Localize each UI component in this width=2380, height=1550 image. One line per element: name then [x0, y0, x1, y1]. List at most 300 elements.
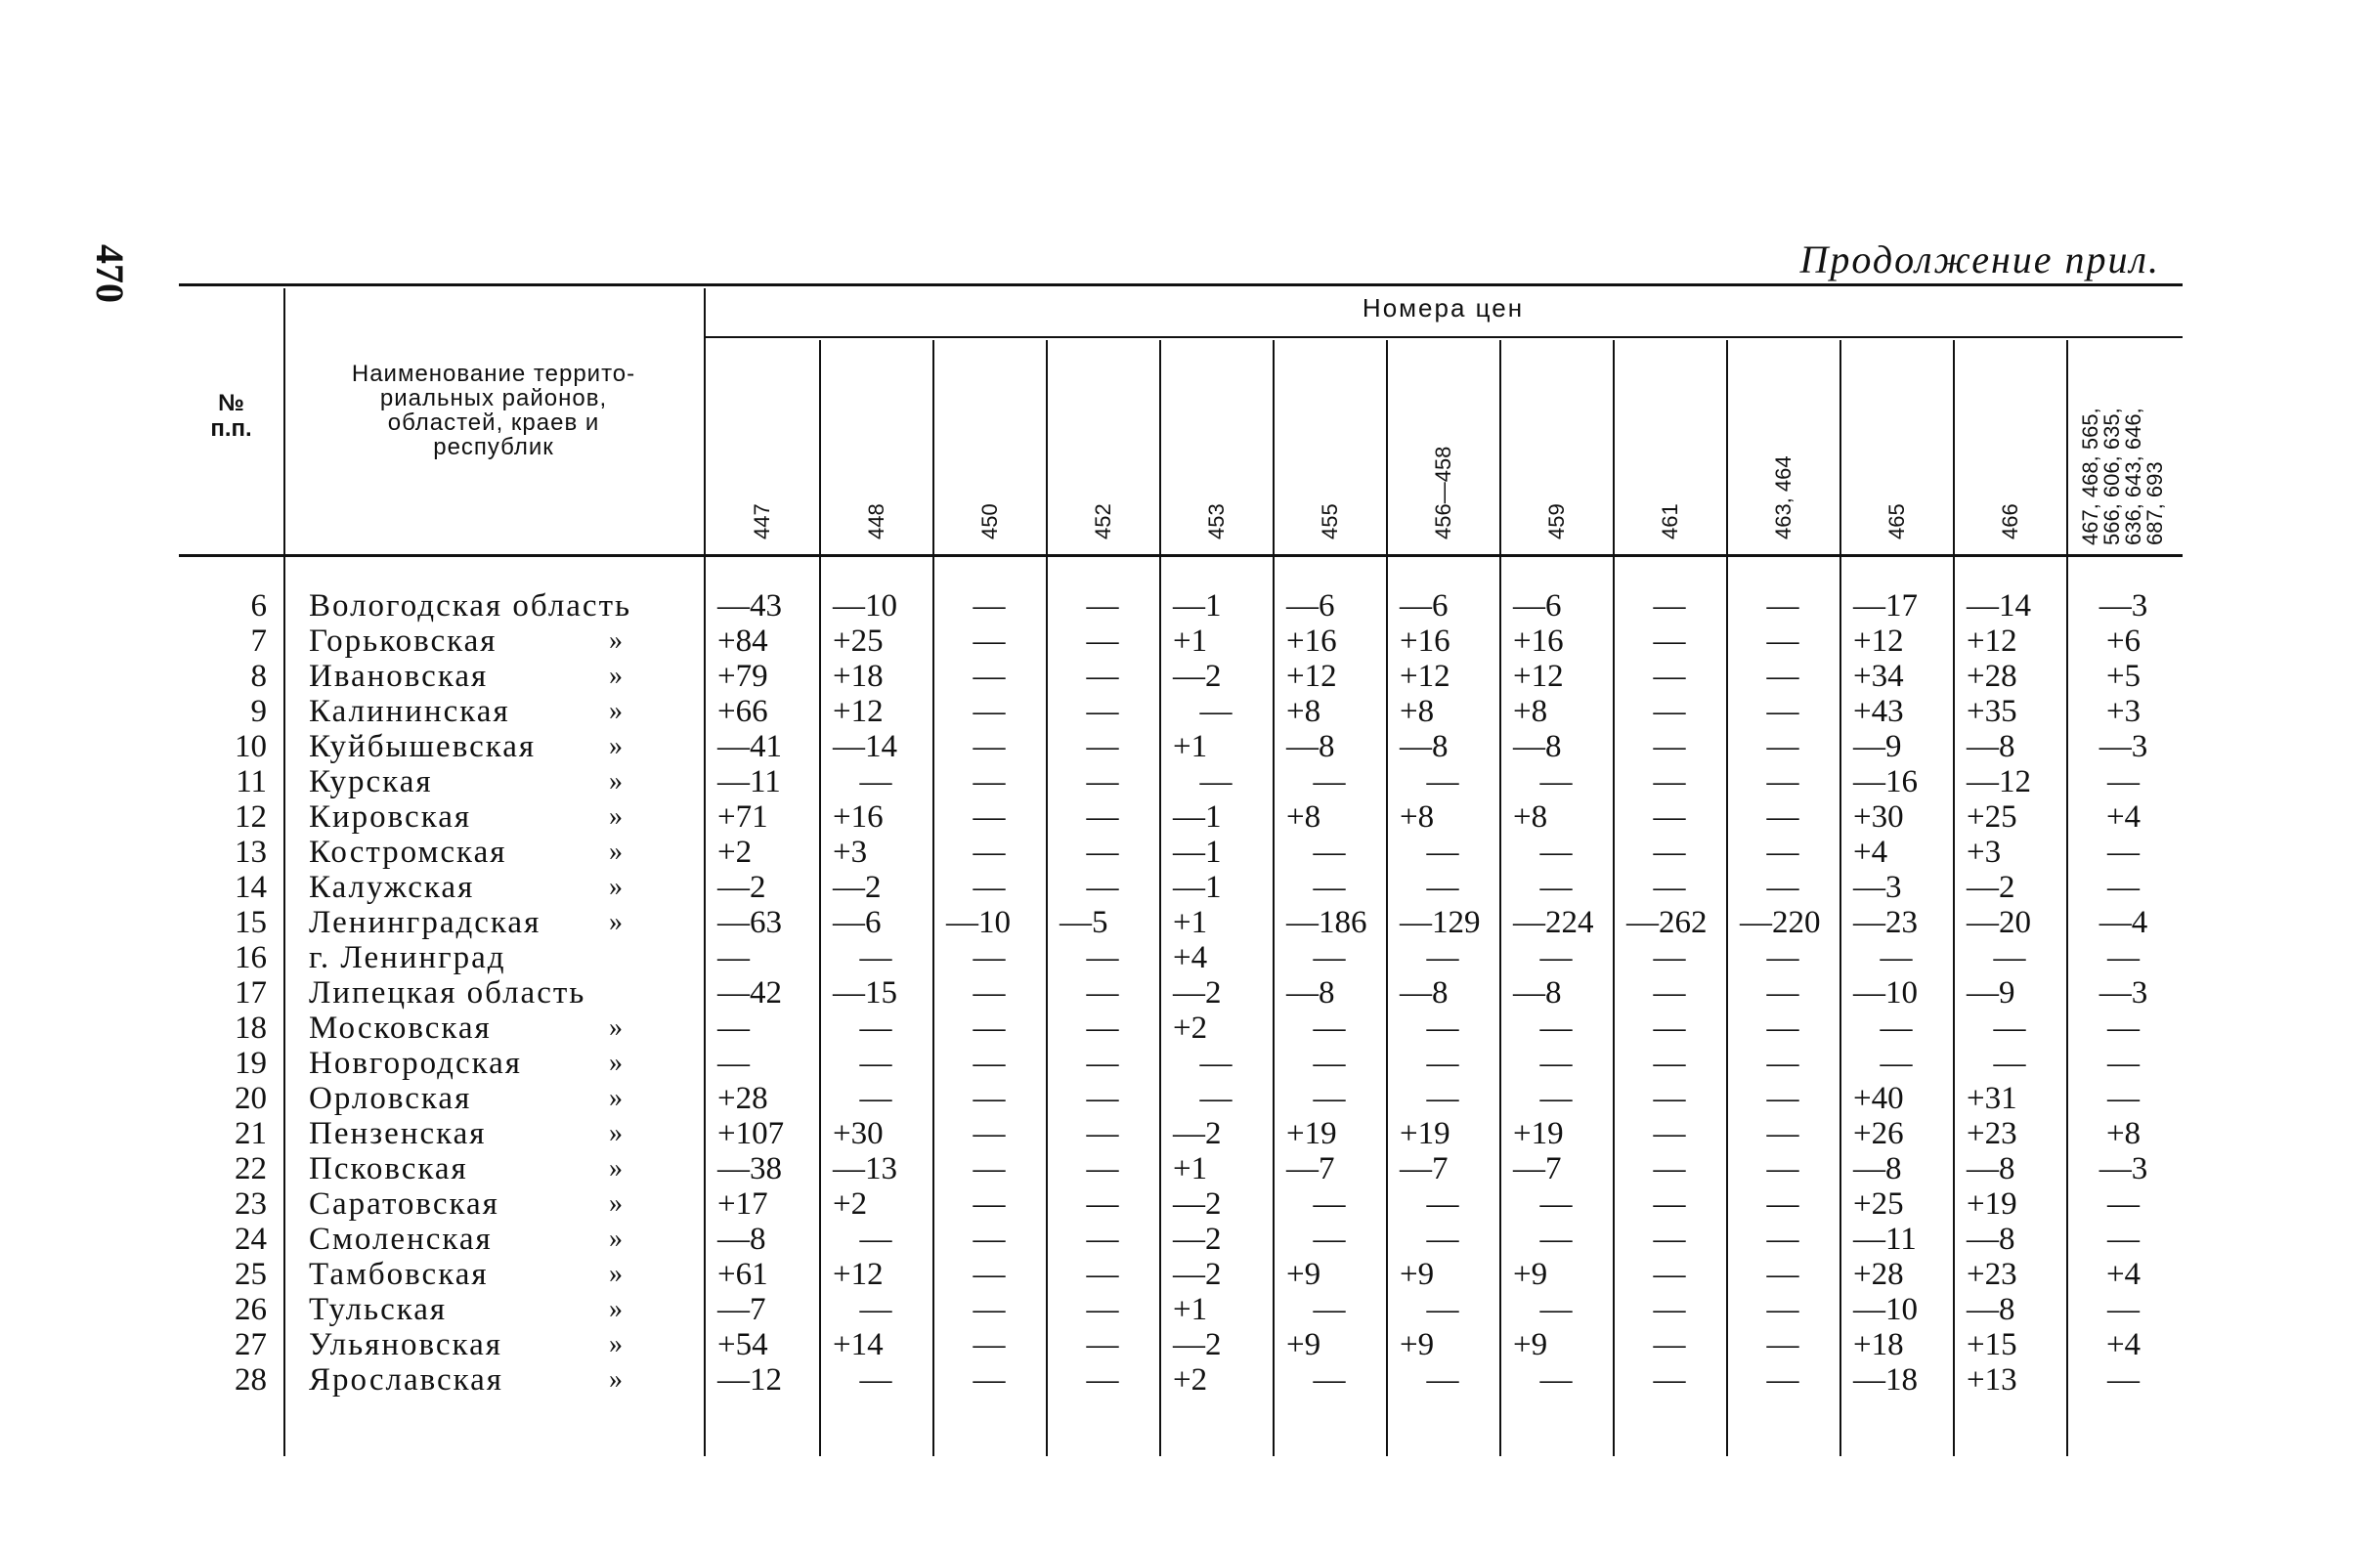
- header-price-numbers-group: Номера цен: [1362, 293, 1525, 323]
- table-row: [179, 1011, 2183, 1046]
- table-row: [179, 764, 2183, 799]
- row-number: 26: [235, 1292, 267, 1327]
- price-value: —: [1086, 1011, 1119, 1046]
- table-row: [179, 1046, 2183, 1081]
- price-value: —: [973, 1081, 1006, 1116]
- price-value: —: [1086, 624, 1119, 659]
- price-value: —: [973, 694, 1006, 729]
- price-value: +19: [1286, 1116, 1337, 1151]
- price-value: +12: [833, 694, 884, 729]
- price-value: —: [973, 1046, 1006, 1081]
- table-row: [179, 905, 2183, 940]
- row-number: 15: [235, 905, 267, 940]
- price-value: +9: [1513, 1327, 1548, 1362]
- ditto-mark: »: [609, 872, 623, 902]
- price-value: —8: [1400, 729, 1449, 764]
- table-row: [179, 1151, 2183, 1186]
- price-value: —6: [1286, 588, 1335, 624]
- price-value: —8: [1967, 1151, 2015, 1186]
- column-header: 455: [1318, 503, 1342, 539]
- price-value: +1: [1173, 729, 1208, 764]
- price-value: +28: [1853, 1257, 1904, 1292]
- region-name: Ярославская: [309, 1362, 503, 1398]
- price-value: —: [1539, 1362, 1573, 1398]
- price-value: +19: [1967, 1186, 2017, 1222]
- price-value: —: [1766, 975, 1799, 1011]
- row-number: 27: [235, 1327, 267, 1362]
- price-value: —: [1539, 940, 1573, 975]
- column-header: 463, 464: [1771, 455, 1796, 539]
- region-name: Ленинградская: [309, 905, 541, 940]
- price-value: —15: [833, 975, 897, 1011]
- table-row: [179, 1362, 2183, 1398]
- price-value: —18: [1853, 1362, 1918, 1398]
- price-value: +3: [833, 835, 868, 870]
- price-value: —: [1653, 1011, 1686, 1046]
- row-number: 23: [235, 1186, 267, 1222]
- price-value: —8: [1286, 975, 1335, 1011]
- price-value: —: [1313, 1186, 1346, 1222]
- price-value: —63: [717, 905, 782, 940]
- price-value: —: [1086, 870, 1119, 905]
- price-value: —8: [717, 1222, 766, 1257]
- price-value: —: [1653, 1257, 1686, 1292]
- price-value: —42: [717, 975, 782, 1011]
- price-value: —8: [1967, 1292, 2015, 1327]
- price-value: +28: [1967, 659, 2017, 694]
- price-value: —: [1766, 588, 1799, 624]
- price-value: —: [973, 870, 1006, 905]
- price-value: —186: [1286, 905, 1367, 940]
- price-value: —2: [1173, 975, 1222, 1011]
- price-value: —: [1086, 1046, 1119, 1081]
- price-value: —: [1766, 1011, 1799, 1046]
- price-value: —: [1199, 764, 1233, 799]
- price-value: —: [1086, 1327, 1119, 1362]
- price-value: —: [973, 659, 1006, 694]
- price-value: —17: [1853, 588, 1918, 624]
- price-value: +54: [717, 1327, 768, 1362]
- price-value: +2: [1173, 1011, 1208, 1046]
- price-value: —: [2107, 870, 2140, 905]
- price-value: —12: [1967, 764, 2031, 799]
- price-value: —: [1653, 940, 1686, 975]
- row-number: 16: [235, 940, 267, 975]
- column-header: 448: [864, 503, 888, 539]
- price-value: —: [1766, 1151, 1799, 1186]
- row-number: 19: [235, 1046, 267, 1081]
- value-col-divider: [1953, 340, 1955, 1456]
- ditto-mark: »: [609, 661, 623, 691]
- price-value: —: [1086, 659, 1119, 694]
- header-number-label: № п.п.: [210, 390, 252, 442]
- region-name: Орловская: [309, 1081, 472, 1116]
- price-value: —: [1653, 1362, 1686, 1398]
- price-value: +8: [1400, 799, 1435, 835]
- value-col-divider: [1726, 340, 1728, 1456]
- price-value: +9: [1400, 1327, 1435, 1362]
- price-value: —: [1766, 1292, 1799, 1327]
- price-value: —: [1653, 764, 1686, 799]
- price-value: —: [973, 1011, 1006, 1046]
- price-value: —: [1653, 588, 1686, 624]
- ditto-mark: »: [609, 1259, 623, 1289]
- price-value: —: [717, 1011, 750, 1046]
- price-value: —: [1199, 694, 1233, 729]
- price-value: +16: [833, 799, 884, 835]
- price-value: —: [1653, 799, 1686, 835]
- price-value: —: [1653, 1292, 1686, 1327]
- price-value: —: [1313, 870, 1346, 905]
- table-row: [179, 1116, 2183, 1151]
- price-value: +15: [1967, 1327, 2017, 1362]
- region-name: Ивановская: [309, 659, 489, 694]
- price-value: —: [1653, 1081, 1686, 1116]
- price-value: —: [1313, 1292, 1346, 1327]
- header-bottom-rule: [179, 554, 2183, 557]
- price-value: —13: [833, 1151, 897, 1186]
- price-value: —: [1766, 1327, 1799, 1362]
- price-value: +12: [1853, 624, 1904, 659]
- price-value: —2: [1967, 870, 2015, 905]
- price-value: —224: [1513, 905, 1594, 940]
- region-name: Псковская: [309, 1151, 468, 1186]
- table-row: [179, 694, 2183, 729]
- price-value: —220: [1740, 905, 1821, 940]
- price-value: —: [1766, 1046, 1799, 1081]
- header-name-label: Наименование террито- риальных районов, областей, краев и республик: [351, 361, 636, 460]
- region-name: Вологодская область: [309, 588, 632, 624]
- region-name: Кировская: [309, 799, 472, 835]
- price-value: —: [1653, 1151, 1686, 1186]
- price-value: —: [1199, 1046, 1233, 1081]
- price-value: —: [973, 1186, 1006, 1222]
- price-value: —: [1766, 835, 1799, 870]
- price-value: —: [973, 1151, 1006, 1186]
- value-col-divider: [1273, 340, 1275, 1456]
- price-value: —6: [833, 905, 882, 940]
- price-value: —: [1086, 588, 1119, 624]
- header-number-column: [179, 391, 283, 442]
- price-value: +2: [717, 835, 753, 870]
- ditto-mark: »: [609, 1048, 623, 1078]
- continuation-caption: Продолжение прил.: [1799, 237, 2160, 281]
- row-number: 22: [235, 1151, 267, 1186]
- price-value: —16: [1853, 764, 1918, 799]
- price-value: —: [1426, 1222, 1459, 1257]
- price-value: —: [859, 1081, 892, 1116]
- price-value: +9: [1400, 1257, 1435, 1292]
- price-value: +8: [1513, 694, 1548, 729]
- price-value: —3: [2099, 975, 2148, 1011]
- price-value: +9: [1286, 1257, 1321, 1292]
- price-value: —10: [833, 588, 897, 624]
- price-value: +16: [1400, 624, 1450, 659]
- row-number: 14: [235, 870, 267, 905]
- price-value: —: [973, 588, 1006, 624]
- price-value: —: [973, 975, 1006, 1011]
- price-value: +19: [1400, 1116, 1450, 1151]
- price-value: —: [1653, 1327, 1686, 1362]
- price-value: +1: [1173, 624, 1208, 659]
- price-value: +26: [1853, 1116, 1904, 1151]
- price-value: —8: [1967, 1222, 2015, 1257]
- price-value: —: [973, 764, 1006, 799]
- price-value: —20: [1967, 905, 2031, 940]
- price-value: —: [1426, 1186, 1459, 1222]
- price-value: —: [859, 1046, 892, 1081]
- price-value: —: [2107, 1222, 2140, 1257]
- price-value: —: [973, 940, 1006, 975]
- price-value: —: [859, 1222, 892, 1257]
- price-value: —: [1539, 1011, 1573, 1046]
- price-value: —129: [1400, 905, 1481, 940]
- price-value: +17: [717, 1186, 768, 1222]
- price-value: —23: [1853, 905, 1918, 940]
- price-value: —: [2107, 1011, 2140, 1046]
- ditto-mark: »: [609, 1364, 623, 1395]
- price-value: —: [973, 1292, 1006, 1327]
- price-value: —: [1313, 1362, 1346, 1398]
- price-value: —: [1426, 835, 1459, 870]
- price-value: +12: [1286, 659, 1337, 694]
- row-number: 10: [235, 729, 267, 764]
- price-value: —: [1313, 1011, 1346, 1046]
- price-value: —: [1539, 1081, 1573, 1116]
- region-name: Новгородская: [309, 1046, 522, 1081]
- region-name: Саратовская: [309, 1186, 499, 1222]
- price-value: —: [1766, 764, 1799, 799]
- price-value: —: [1653, 694, 1686, 729]
- price-value: —: [1539, 764, 1573, 799]
- row-number: 25: [235, 1257, 267, 1292]
- price-value: —9: [1967, 975, 2015, 1011]
- price-value: +4: [1853, 835, 1888, 870]
- price-value: —8: [1513, 729, 1562, 764]
- row-number: 11: [236, 764, 267, 799]
- ditto-mark: »: [609, 696, 623, 726]
- price-value: —7: [1513, 1151, 1562, 1186]
- column-header: 450: [977, 503, 1002, 539]
- price-value: —: [1086, 799, 1119, 835]
- price-value: —: [1313, 835, 1346, 870]
- price-value: —7: [1286, 1151, 1335, 1186]
- price-value: —: [1086, 694, 1119, 729]
- column-header: 467, 468, 565, 566, 606, 635, 636, 643, 646, 687, 693: [2078, 408, 2167, 545]
- column-header: 466: [1998, 503, 2022, 539]
- price-value: —: [1993, 940, 2026, 975]
- header-name-column: [288, 362, 699, 459]
- row-number: 9: [250, 694, 267, 729]
- price-value: +4: [2105, 1257, 2142, 1292]
- price-value: —: [2107, 1292, 2140, 1327]
- region-name: Горьковская: [309, 624, 498, 659]
- price-value: —: [1993, 1011, 2026, 1046]
- price-value: +28: [717, 1081, 768, 1116]
- price-value: —: [1653, 1046, 1686, 1081]
- value-col-divider: [819, 340, 821, 1456]
- price-value: —: [717, 940, 750, 975]
- price-value: —: [859, 1011, 892, 1046]
- price-value: —: [1653, 835, 1686, 870]
- price-value: +12: [1400, 659, 1450, 694]
- ditto-mark: »: [609, 907, 623, 937]
- price-value: —14: [1967, 588, 2031, 624]
- table-row: [179, 940, 2183, 975]
- price-value: —10: [1853, 975, 1918, 1011]
- region-name: Куйбышевская: [309, 729, 537, 764]
- price-value: —: [1426, 1046, 1459, 1081]
- price-value: —3: [2099, 1151, 2148, 1186]
- price-value: +14: [833, 1327, 884, 1362]
- price-value: —2: [1173, 1116, 1222, 1151]
- price-value: —: [2107, 940, 2140, 975]
- price-value: +12: [833, 1257, 884, 1292]
- price-value: —9: [1853, 729, 1902, 764]
- value-col-divider: [1386, 340, 1388, 1456]
- row-number: 12: [235, 799, 267, 835]
- price-value: —6: [1513, 588, 1562, 624]
- price-value: —1: [1173, 799, 1222, 835]
- price-value: —2: [1173, 1186, 1222, 1222]
- price-value: +19: [1513, 1116, 1564, 1151]
- price-value: —: [1766, 1116, 1799, 1151]
- price-value: —: [1766, 729, 1799, 764]
- price-value: —: [2107, 764, 2140, 799]
- ditto-mark: »: [609, 1153, 623, 1184]
- price-value: —: [1766, 1186, 1799, 1222]
- price-value: —: [1653, 1116, 1686, 1151]
- price-value: —: [1426, 1011, 1459, 1046]
- column-header: 447: [750, 503, 774, 539]
- region-name: Смоленская: [309, 1222, 493, 1257]
- price-value: —: [1539, 1292, 1573, 1327]
- price-value: —: [1653, 1222, 1686, 1257]
- region-name: Пензенская: [309, 1116, 487, 1151]
- price-table: [179, 283, 2183, 1461]
- price-value: —: [1766, 799, 1799, 835]
- price-value: —: [973, 835, 1006, 870]
- region-name: Курская: [309, 764, 433, 799]
- price-value: —: [1426, 1362, 1459, 1398]
- price-value: +30: [833, 1116, 884, 1151]
- price-value: +30: [1853, 799, 1904, 835]
- price-value: —: [1313, 764, 1346, 799]
- price-value: +8: [1286, 694, 1321, 729]
- price-value: —8: [1513, 975, 1562, 1011]
- price-value: —: [1766, 624, 1799, 659]
- price-value: —: [859, 764, 892, 799]
- price-value: —11: [717, 764, 781, 799]
- price-value: +18: [833, 659, 884, 694]
- price-value: +35: [1967, 694, 2017, 729]
- table-row: [179, 659, 2183, 694]
- value-col-divider: [1839, 340, 1841, 1456]
- price-value: +66: [717, 694, 768, 729]
- price-value: —: [1086, 1186, 1119, 1222]
- price-value: +1: [1173, 1292, 1208, 1327]
- ditto-mark: »: [609, 837, 623, 867]
- region-name: Липецкая область: [309, 975, 586, 1011]
- price-value: —: [1766, 1257, 1799, 1292]
- table-row: [179, 870, 2183, 905]
- price-value: —: [1199, 1081, 1233, 1116]
- price-value: +6: [2105, 624, 2142, 659]
- table-row: [179, 975, 2183, 1011]
- price-value: —38: [717, 1151, 782, 1186]
- price-value: —8: [1400, 975, 1449, 1011]
- region-name: Тульская: [309, 1292, 448, 1327]
- row-number: 13: [235, 835, 267, 870]
- price-value: —: [1766, 940, 1799, 975]
- price-value: +61: [717, 1257, 768, 1292]
- price-value: +9: [1286, 1327, 1321, 1362]
- price-value: —: [1539, 1046, 1573, 1081]
- price-value: —: [1313, 1222, 1346, 1257]
- price-value: —: [1426, 764, 1459, 799]
- price-value: —: [1766, 1362, 1799, 1398]
- value-col-divider: [1046, 340, 1048, 1456]
- price-value: +9: [1513, 1257, 1548, 1292]
- price-value: —: [1539, 870, 1573, 905]
- row-number: 7: [250, 624, 267, 659]
- price-value: —: [1766, 1222, 1799, 1257]
- price-value: —: [1653, 1186, 1686, 1222]
- table-row: [179, 1292, 2183, 1327]
- price-value: —5: [1060, 905, 1108, 940]
- price-value: —3: [1853, 870, 1902, 905]
- price-value: —: [1653, 729, 1686, 764]
- region-name: Калининская: [309, 694, 510, 729]
- price-value: —14: [833, 729, 897, 764]
- price-value: —: [1539, 1222, 1573, 1257]
- region-name: Костромская: [309, 835, 507, 870]
- ditto-mark: »: [609, 766, 623, 797]
- price-value: —: [2107, 1362, 2140, 1398]
- price-value: +31: [1967, 1081, 2017, 1116]
- price-value: —4: [2099, 905, 2148, 940]
- price-value: +3: [1967, 835, 2002, 870]
- price-value: —2: [1173, 659, 1222, 694]
- price-value: —: [1653, 975, 1686, 1011]
- column-header: 461: [1658, 503, 1682, 539]
- table-row: [179, 729, 2183, 764]
- price-value: —: [1426, 1292, 1459, 1327]
- price-value: —8: [1967, 729, 2015, 764]
- price-value: —262: [1626, 905, 1708, 940]
- table-top-rule: [179, 283, 2183, 286]
- price-value: —: [973, 624, 1006, 659]
- price-value: —1: [1173, 588, 1222, 624]
- price-value: +25: [1967, 799, 2017, 835]
- row-number: 17: [235, 975, 267, 1011]
- price-value: +4: [2105, 799, 2142, 835]
- ditto-mark: »: [609, 801, 623, 832]
- price-value: +71: [717, 799, 768, 835]
- price-value: —: [1653, 624, 1686, 659]
- price-value: —: [717, 1046, 750, 1081]
- price-value: —3: [2099, 729, 2148, 764]
- price-value: —43: [717, 588, 782, 624]
- ditto-mark: »: [609, 1224, 623, 1254]
- price-value: —: [1880, 1011, 1913, 1046]
- value-col-divider: [1613, 340, 1615, 1456]
- value-col-divider: [2066, 340, 2068, 1456]
- price-value: +25: [833, 624, 884, 659]
- price-value: —: [1086, 729, 1119, 764]
- price-value: +84: [717, 624, 768, 659]
- price-value: —: [1086, 764, 1119, 799]
